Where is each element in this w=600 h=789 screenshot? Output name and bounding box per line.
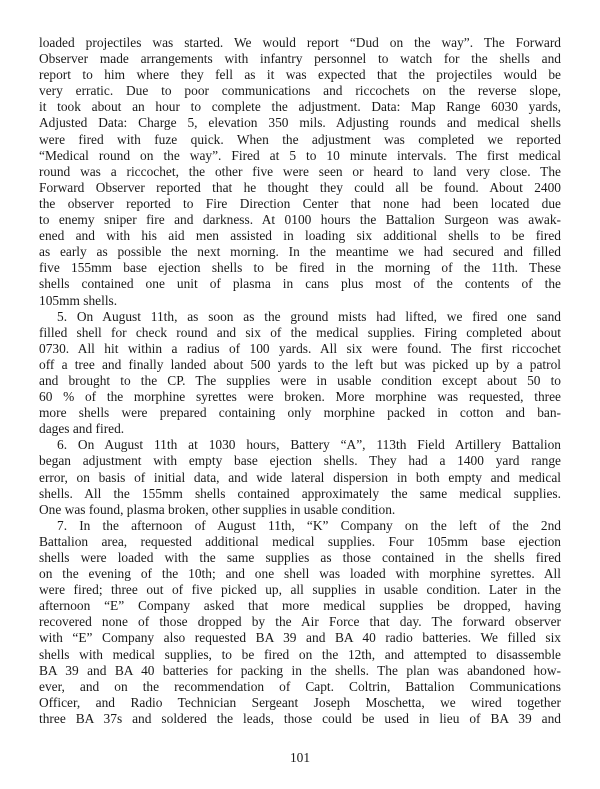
- text-line: afternoon “E” Company asked that more medical supplies be dropped, having: [39, 598, 561, 614]
- text-line: “Medical round on the way”. Fired at 5 to 10 minute intervals. The first medical: [39, 147, 561, 163]
- text-line: ever, and on the recommendation of Capt. Coltrin, Battalion Communications: [39, 678, 561, 694]
- text-line: 7. In the afternoon of August 11th, “K” Company on the left of the 2nd: [57, 517, 561, 533]
- text-line: loaded projectiles was started. We would report “Dud on the way”. The Forward: [39, 35, 561, 50]
- page-number: 101: [289, 750, 311, 765]
- text-line: Observer made arrangements with infantry personnel to watch for the shells and: [39, 51, 561, 67]
- text-line: and brought to the CP. The supplies were in usable condition except about 50 to: [39, 372, 561, 388]
- text-line: filled shell for check round and six of the medical supplies. Firing completed about: [39, 324, 561, 340]
- text-line: were fired; three out of five picked up, all supplies in usable condition. Later in the: [39, 582, 561, 598]
- text-line: it took about an hour to complete the adjustment. Data: Map Range 6030 yards,: [39, 99, 561, 115]
- text-line: ened and with his aid men assisted in loading six additional shells to be fired: [39, 228, 561, 244]
- text-line: the observer reported to Fire Direction Center that none had been located due: [39, 195, 561, 211]
- text-line: began adjustment with empty base ejection shells. They had a 1400 yard range: [39, 453, 561, 469]
- text-line: off a tree and finally landed about 500 yards to the left but was picked up by a patrol: [39, 356, 561, 372]
- text-line: shells contained one unit of plasma in cans plus most of the contents of the: [39, 276, 561, 292]
- text-line: dages and fired.: [39, 421, 125, 437]
- text-line: 60 % of the morphine syrettes were broken. More morphine was requested, three: [39, 389, 561, 405]
- text-line: shells were loaded with the same supplies as those contained in the shells fired: [39, 550, 561, 565]
- text-line: 0730. All hit within a radius of 100 yards. All six were found. The first riccochet: [39, 340, 561, 356]
- text-line: Officer, and Radio Technician Sergeant Joseph Moschetta, we wired together: [39, 694, 561, 710]
- text-line: Forward Observer reported that he thought they could all be found. About 2400: [39, 179, 561, 195]
- text-line: Battalion area, requested additional medical supplies. Four 105mm base ejection: [39, 533, 561, 549]
- text-line: 105mm shells.: [39, 292, 118, 308]
- text-line: report to him where they fell as it was expected that the projectiles would be: [39, 67, 561, 83]
- text-line: 6. On August 11th at 1030 hours, Battery “A”, 113th Field Artillery Battalion: [57, 437, 561, 453]
- text-line: recovered none of those dropped by the Air Force that day. The forward observer: [39, 614, 561, 630]
- text-line: five 155mm base ejection shells to be fired in the morning of the 11th. These: [39, 260, 561, 276]
- text-line: round was a riccochet, the other five were seen or heard to land very close. The: [39, 163, 561, 179]
- text-line: to enemy sniper fire and darkness. At 0100 hours the Battalion Surgeon was awak-: [39, 212, 561, 228]
- text-line: Adjusted Data: Charge 5, elevation 350 mils. Adjusting rounds and medical shells: [39, 115, 561, 131]
- document-body: [39, 35, 561, 727]
- text-line: three BA 37s and soldered the leads, those could be used in lieu of BA 39 and: [39, 710, 561, 726]
- text-line: very erratic. Due to poor communications and riccochets on the reverse slope,: [39, 83, 561, 99]
- text-line: shells with medical supplies, to be fired on the 12th, and attempted to disassemble: [39, 646, 561, 662]
- text-line: were fired with fuze quick. When the adjustment was completed we reported: [39, 131, 561, 147]
- text-line: 5. On August 11th, as soon as the ground mists had lifted, we fired one sand: [57, 308, 561, 324]
- text-line: as early as possible the next morning. In the meantime we had secured and filled: [39, 244, 561, 260]
- text-line: with “E” Company also requested BA 39 and BA 40 radio batteries. We filled six: [39, 630, 561, 646]
- text-line: more shells were prepared containing only morphine packed in cotton and ban-: [39, 405, 561, 421]
- text-line: on the evening of the 10th; and one shell was loaded with morphine syrettes. All: [39, 566, 561, 582]
- text-line: error, on basis of initial data, and wide lateral dispersion in both empty and medical: [39, 469, 561, 485]
- text-line: shells. All the 155mm shells contained approximately the same medical supplies.: [39, 485, 561, 501]
- text-line: One was found, plasma broken, other supplies in usable condition.: [39, 501, 396, 517]
- text-line: BA 39 and BA 40 batteries for packing in the shells. The plan was abandoned how-: [39, 662, 561, 678]
